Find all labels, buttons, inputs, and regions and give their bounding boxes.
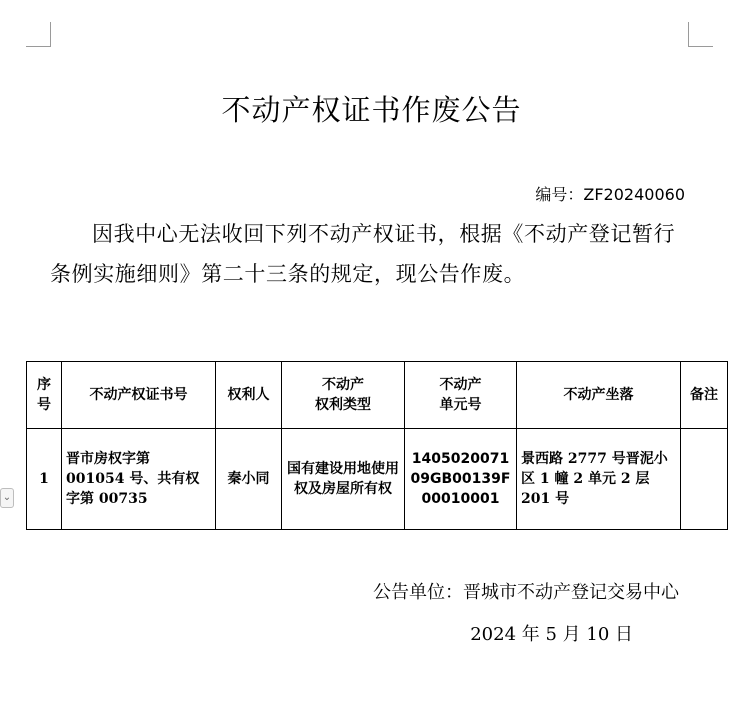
issue-date: 2024 年 5 月 10 日 (470, 624, 633, 645)
table-header-row (27, 362, 728, 429)
cell-location: 景西路 2777 号晋泥小区 1 幢 2 单元 2 层 201 号 (517, 429, 681, 530)
announcement-body: 因我中心无法收回下列不动产权证书，根据《不动产登记暂行条例实施细则》第二十三条的规定，现公告作废。 (50, 222, 676, 286)
document-number: 编号：ZF20240060 (535, 185, 685, 204)
certificate-table (26, 361, 728, 530)
cell-seq: 1 (27, 429, 62, 530)
header-cert-no: 不动产权证书号 (62, 362, 216, 429)
header-owner: 权利人 (216, 362, 282, 429)
crop-mark-top-right (688, 22, 713, 47)
cell-remarks (681, 429, 728, 530)
cell-cert-no: 晋市房权字第 001054 号、共有权字第 00735 (62, 429, 216, 530)
header-seq: 序 号 (27, 362, 62, 429)
table-row (27, 429, 728, 530)
page-title: 不动产权证书作废公告 (221, 93, 522, 127)
header-unit-no: 不动产 单元号 (405, 362, 517, 429)
chevron-down-icon[interactable]: ⌄ (0, 488, 14, 508)
header-right-type: 不动产 权利类型 (282, 362, 405, 429)
header-location: 不动产坐落 (517, 362, 681, 429)
header-remarks: 备注 (681, 362, 728, 429)
cell-owner: 秦小同 (216, 429, 282, 530)
issuer-line: 公告单位：晋城市不动产登记交易中心 (373, 582, 679, 603)
cell-unit-no: 140502007109GB00139F00010001 (405, 429, 517, 530)
cell-right-type: 国有建设用地使用权及房屋所有权 (282, 429, 405, 530)
crop-mark-top-left (26, 22, 51, 47)
